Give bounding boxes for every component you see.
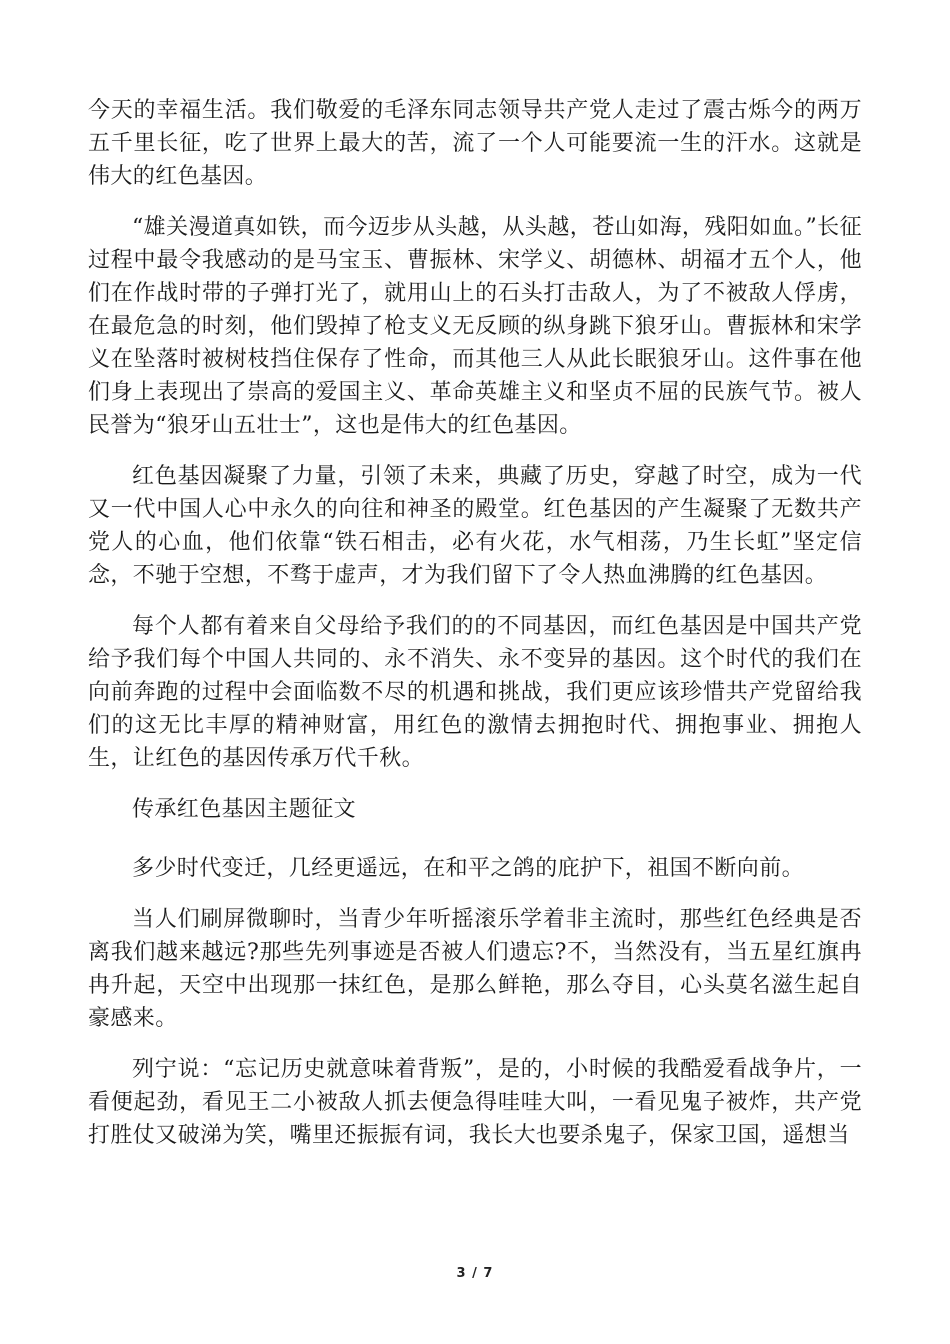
page-number: 3 / 7 xyxy=(456,1266,494,1281)
paragraph-peace-dove: 多少时代变迁，几经更遥远，在和平之鸽的庇护下，祖国不断向前。 xyxy=(132,856,805,881)
paragraph-langyashan: “雄关漫道真如铁，而今迈步从头越，从头越，苍山如海，残阳如血。”长征过程中最令我感动的是马宝玉、曹振林、宋学义、胡德林、胡福才五个人，他们在作战时带的子弹打光了，就用山上的石头打击敌人，为了不被敌人俘虏，在最危急的时刻，他们毁掉了枪支义无反顾的纵身跳下狼牙山。曹振林和宋学义在坠落时被树枝挡住保存了性命，而其他三人从此长眠狼牙山。这件事在他们身上表现出了崇高的爱国主义、革命英雄主义和坚贞不屈的民族气节。被人民誉为“狼牙山五壮士”，这也是伟大的红色基因。 xyxy=(88,215,862,438)
paragraph-lenin-quote: 列宁说：“忘记历史就意味着背叛”，是的，小时候的我酷爱看战争片，一看便起劲，看见王二小被敌人抓去便急得哇哇大叫，一看见鬼子被炸，共产党打胜仗又破涕为笑，嘴里还振振有词，我长大也要杀鬼子，保家卫国，遥想当 xyxy=(88,1057,862,1148)
paragraph-continuation: 今天的幸福生活。我们敬爱的毛泽东同志领导共产党人走过了震古烁今的两万五千里长征，吃了世界上最大的苦，流了一个人可能要流一生的汗水。这就是伟大的红色基因。 xyxy=(88,98,862,189)
section-title: 传承红色基因主题征文 xyxy=(132,797,357,822)
paragraph-inheritance: 每个人都有着来自父母给予我们的的不同基因，而红色基因是中国共产党给予我们每个中国人共同的、永不消失、永不变异的基因。这个时代的我们在向前奔跑的过程中会面临数不尽的机遇和挑战，我们更应该珍惜共产党留给我们的这无比丰厚的精神财富，用红色的激情去拥抱时代、拥抱事业、拥抱人生，让红色的基因传承万代千秋。 xyxy=(88,614,862,771)
document-page xyxy=(88,94,862,1170)
paragraph-red-classics: 当人们刷屏微聊时，当青少年听摇滚乐学着非主流时，那些红色经典是否离我们越来越远?那些先列事迹是否被人们遗忘?不，当然没有，当五星红旗冉冉升起，天空中出现那一抹红色，是那么鲜艳，那么夺目，心头莫名滋生起自豪感来。 xyxy=(88,907,862,1031)
paragraph-red-gene-power: 红色基因凝聚了力量，引领了未来，典藏了历史，穿越了时空，成为一代又一代中国人心中永久的向往和神圣的殿堂。红色基因的产生凝聚了无数共产党人的心血，他们依靠“铁石相击，必有火花，水气相荡，乃生长虹”坚定信念，不驰于空想，不骛于虚声，才为我们留下了令人热血沸腾的红色基因。 xyxy=(88,464,862,588)
